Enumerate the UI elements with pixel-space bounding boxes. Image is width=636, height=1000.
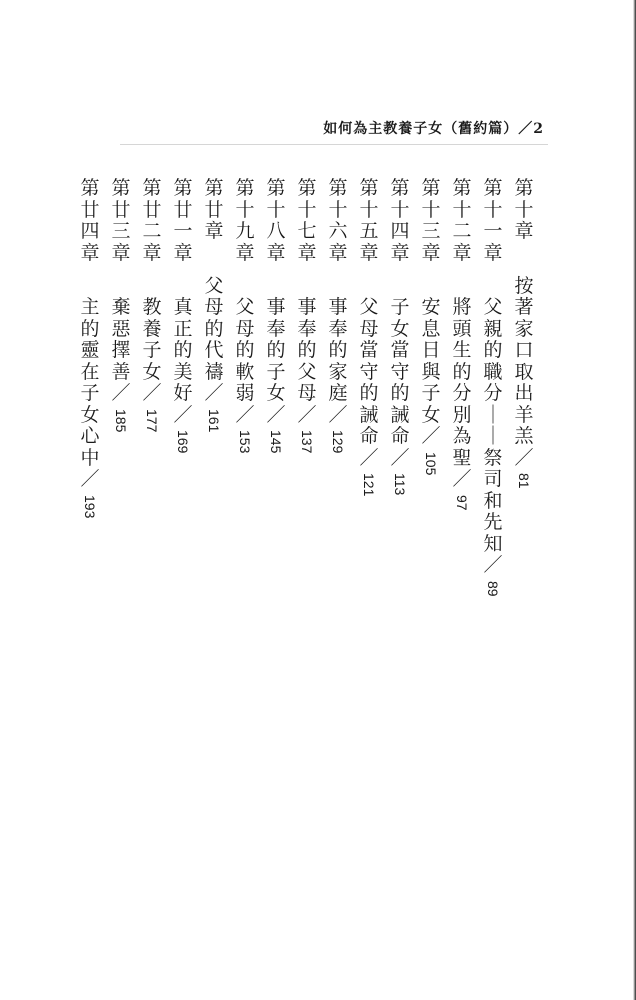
chapter-number: 第 十 五 章 xyxy=(359,177,379,264)
chapter-number: 第 十 一 章 xyxy=(483,177,503,264)
toc-entry xyxy=(171,178,195,596)
chapter-number: 第 廿 一 章 xyxy=(173,177,193,264)
toc-entry xyxy=(78,178,102,596)
chapter-title: 棄 惡 擇 善 ／ xyxy=(111,296,131,404)
chapter-number: 第 十 四 章 xyxy=(390,177,410,264)
toc-entry xyxy=(326,178,350,596)
page-number: 113 xyxy=(392,473,408,496)
toc-entry xyxy=(419,178,443,596)
page-number: 97 xyxy=(454,494,470,511)
page-number: 89 xyxy=(485,580,501,597)
page-number: 145 xyxy=(268,430,284,454)
chapter-title: 父 母 的 代 禱 ／ xyxy=(204,274,224,404)
page-number: 153 xyxy=(237,430,253,454)
toc-entry xyxy=(295,178,319,596)
chapter-title: 真 正 的 美 好 ／ xyxy=(173,296,193,426)
chapter-number: 第 廿 二 章 xyxy=(142,177,162,264)
page-number: 193 xyxy=(82,494,98,518)
page-number: 185 xyxy=(113,408,129,432)
toc-entry xyxy=(264,178,288,596)
chapter-number: 第 十 七 章 xyxy=(297,177,317,264)
page-number: 105 xyxy=(423,451,439,475)
chapter-title: 父 親 的 職 分 ｜ ｜ 祭 司 和 先 知 ／ xyxy=(483,296,503,576)
toc-entry xyxy=(357,178,381,596)
page-number: 161 xyxy=(206,408,222,432)
chapter-title: 父 母 的 軟 弱 ／ xyxy=(235,296,255,426)
toc-entry xyxy=(109,178,133,596)
running-header: 如何為主教養子女（舊約篇）／2 xyxy=(323,121,544,137)
page-number: 129 xyxy=(330,430,346,454)
page-number: 121 xyxy=(361,473,377,497)
toc-entry xyxy=(140,178,164,596)
chapter-title: 事 奉 的 父 母 ／ xyxy=(297,296,317,426)
toc-entry xyxy=(450,178,474,596)
chapter-number: 第 十 六 章 xyxy=(328,177,348,264)
chapter-number: 第 十 三 章 xyxy=(421,177,441,264)
toc-entry xyxy=(512,178,536,596)
chapter-title: 教 養 子 女 ／ xyxy=(142,296,162,404)
chapter-number: 第 十 九 章 xyxy=(235,177,255,264)
table-of-contents xyxy=(78,178,536,596)
toc-entry xyxy=(233,178,257,596)
chapter-number: 第 廿 章 xyxy=(204,177,224,242)
page-number: 137 xyxy=(299,430,315,454)
chapter-title: 安 息 日 與 子 女 ／ xyxy=(421,296,441,447)
page-number: 177 xyxy=(144,408,160,432)
header-rule xyxy=(120,144,548,145)
chapter-title: 父 母 當 守 的 誡 命 ／ xyxy=(359,296,379,469)
page-number: 81 xyxy=(516,473,532,489)
toc-entry xyxy=(388,178,412,596)
chapter-title: 按 著 家 口 取 出 羊 羔 ／ xyxy=(514,274,534,469)
chapter-number: 第 廿 四 章 xyxy=(80,177,100,264)
toc-entry xyxy=(481,178,505,596)
chapter-title: 子 女 當 守 的 誡 命 ／ xyxy=(390,296,410,469)
chapter-number: 第 十 八 章 xyxy=(266,177,286,264)
chapter-title: 事 奉 的 子 女 ／ xyxy=(266,296,286,426)
chapter-title: 主 的 靈 在 子 女 心 中 ／ xyxy=(80,296,100,490)
chapter-title: 事 奉 的 家 庭 ／ xyxy=(328,296,348,426)
chapter-number: 第 十 二 章 xyxy=(452,177,472,264)
chapter-title: 將 頭 生 的 分 別 為 聖 ／ xyxy=(452,296,472,490)
chapter-number: 第 十 章 xyxy=(514,177,534,242)
page-number: 169 xyxy=(175,430,191,454)
chapter-number: 第 廿 三 章 xyxy=(111,177,131,264)
toc-entry xyxy=(202,178,226,596)
